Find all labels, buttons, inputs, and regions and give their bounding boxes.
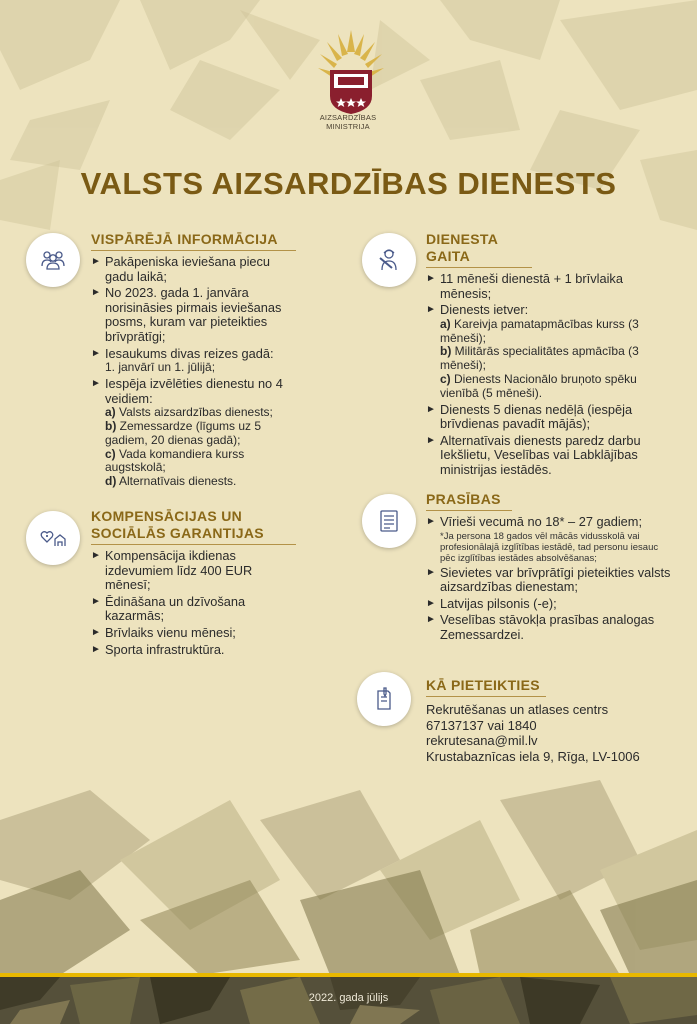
section-apply <box>426 677 686 764</box>
list-item: ► No 2023. gada 1. janvāra norisināsies pirmais ieviešanas posms, kuram var pieteikties brīvprātīgi; <box>91 286 296 344</box>
list-item <box>91 347 296 375</box>
section-compensation-title-line1: KOMPENSĀCIJAS UN <box>91 508 243 524</box>
contact-phone[interactable]: 67137137 vai 1840 <box>426 717 537 733</box>
page-title: VALSTS AIZSARDZĪBAS DIENESTS <box>80 166 617 201</box>
list-item-text: Iesaukums divas reizes gadā: <box>105 345 274 361</box>
footer-date: 2022. gada jūlijs <box>308 992 389 1004</box>
list-item <box>426 515 674 564</box>
contact-info <box>426 702 686 764</box>
contact-email[interactable]: rekrutesana@mil.lv <box>426 733 538 748</box>
heart-hand-icon <box>26 511 80 565</box>
list-item: ► Dienests 5 dienas nedēļā (iespēja brīvdienas pavadīt mājās); <box>426 403 666 432</box>
section-service-title: DIENESTA GAITA <box>426 231 532 268</box>
section-requirements <box>426 491 674 645</box>
list-item <box>426 303 666 400</box>
component-item: a) Kareivja pamatapmācības kurss (3 mēneši); <box>440 316 639 345</box>
list-item <box>91 377 296 489</box>
list-item: ► Sievietes var brīvprātīgi pieteikties valsts aizsardzības dienestam; <box>426 566 674 595</box>
call-dates: 1. janvārī un 1. jūlijā; <box>105 360 216 375</box>
ministry-name-line2: MINISTRIJA <box>326 122 370 131</box>
ministry-name-line1: AIZSARDZĪBAS <box>319 113 377 122</box>
option-item: b) Zemessardze (līgums uz 5 gadiem, 20 dienas gadā); <box>105 418 262 447</box>
age-footnote: *Ja persona 18 gados vēl mācās vidusskolā vai profesionālajā izglītības iestādē, tad personu iesauc pēc izglītības iestādes absolvēšanas; <box>440 530 659 564</box>
component-item: c) Dienests Nacionālo bruņoto spēku vienībā (5 mēneši). <box>440 371 637 400</box>
list-item-text: Vīrieši vecumā no 18* – 27 gadiem; <box>440 514 643 529</box>
people-group-icon <box>26 233 80 287</box>
soldier-icon <box>362 233 416 287</box>
option-item: a) Valsts aizsardzības dienests; <box>105 405 273 420</box>
list-item: ► Ēdināšana un dzīvošana kazarmās; <box>91 595 296 624</box>
compensation-list <box>91 549 296 657</box>
list-item-text: Iespēja izvēlēties dienestu no 4 veidiem: <box>105 375 283 406</box>
document-list-icon <box>362 494 416 548</box>
list-item: ► Pakāpeniska ieviešana piecu gadu laikā; <box>91 255 296 284</box>
contact-org: Rekrutēšanas un atlases centrs <box>426 702 609 717</box>
list-item: ► Alternatīvais dienests paredz darbu Iekšlietu, Veselības vai Labklājības ministrijas iestādēs. <box>426 434 666 478</box>
ministry-name <box>298 113 398 131</box>
pen-paper-icon <box>357 672 411 726</box>
service-list <box>426 272 666 478</box>
contact-address: Krustabaznīcas iela 9, Rīga, LV-1006 <box>426 748 640 764</box>
list-item: ► Veselības stāvokļa prasības analogas Zemessardzei. <box>426 613 674 642</box>
requirements-list <box>426 515 674 643</box>
list-item: ► Kompensācija ikdienas izdevumiem līdz 400 EUR mēnesī; <box>91 549 296 593</box>
option-item: c) Vada komandiera kurss augstskolā; <box>105 446 245 475</box>
list-item: ► Latvijas pilsonis (-e); <box>426 597 674 612</box>
section-requirements-title: PRASĪBAS <box>426 491 512 511</box>
component-item: b) Militārās specialitātes apmācība (3 mēneši); <box>440 344 639 373</box>
list-item: ► Sporta infrastruktūra. <box>91 643 296 658</box>
section-compensation-title-line2: SOCIĀLĀS GARANTIJAS <box>91 525 264 541</box>
section-service <box>426 231 666 480</box>
list-item: ► 11 mēneši dienestā + 1 brīvlaika mēnesis; <box>426 272 666 301</box>
option-item: d) Alternatīvais dienests. <box>105 474 237 489</box>
section-general-title: VISPĀRĒJĀ INFORMĀCIJA <box>91 231 296 251</box>
section-general <box>91 231 296 491</box>
general-list <box>91 255 296 489</box>
section-apply-title: KĀ PIETEIKTIES <box>426 677 546 697</box>
section-compensation-title <box>91 508 296 545</box>
section-compensation <box>91 508 296 659</box>
list-item-text: Dienests ietver: <box>440 302 529 318</box>
list-item: ► Brīvlaiks vienu mēnesi; <box>91 626 296 641</box>
